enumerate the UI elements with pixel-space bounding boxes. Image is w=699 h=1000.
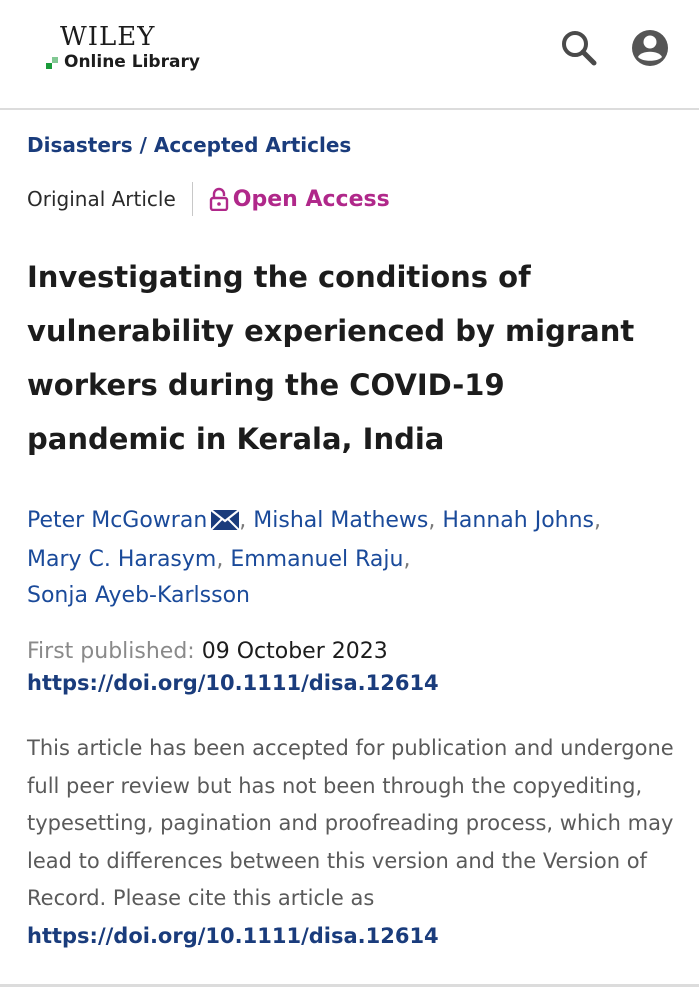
author-link[interactable]: Peter McGowran [27,508,208,533]
author-link[interactable]: Sonja Ayeb-Karlsson [27,583,250,608]
first-published-label: First published: [27,639,195,664]
search-icon [556,26,600,70]
breadcrumb-section[interactable]: Accepted Articles [153,133,352,157]
logo-mark-icon [46,57,60,71]
author-list: Peter McGowran , Mishal Mathews, Hannah Johns, Mary C. Harasym, Emmanuel Raju, Sonja Ayeb-Karlsson [27,508,602,608]
wiley-logo[interactable] [46,24,200,72]
author-link[interactable]: Hannah Johns [442,508,595,533]
account-icon [628,26,672,70]
account-button[interactable] [628,26,672,70]
accepted-article-notice [27,730,677,956]
doi-link[interactable]: https://doi.org/10.1111/disa.12614 [27,671,439,695]
first-published-date: 09 October 2023 [201,639,388,664]
article-title: Investigating the conditions of vulnerability experienced by migrant workers during the COVID-19 pandemic in Kerala, India [27,260,635,456]
breadcrumb-journal[interactable]: Disasters [27,133,133,157]
unlocked-padlock-icon [209,187,229,211]
divider [0,984,699,987]
author-link[interactable]: Emmanuel Raju [230,547,404,572]
open-access-label: Open Access [232,186,390,212]
logo-wordmark: WILEY [60,22,156,52]
envelope-icon [211,510,239,530]
publication-info [27,634,388,670]
notice-text: This article has been accepted for publication and undergone full peer review but has not been through the copyediting, typesetting, pagination and proofreading process, which may lead to differences between this version and the Version of Record. Please cite this article as [27,736,674,911]
search-button[interactable] [556,26,600,70]
site-header [0,0,699,110]
logo-subtitle: Online Library [64,52,200,72]
author-link[interactable]: Mishal Mathews [253,508,429,533]
corresponding-author-email-button[interactable] [211,506,239,542]
author-link[interactable]: Mary C. Harasym [27,547,217,572]
open-access-badge [209,187,390,212]
breadcrumb-separator: / [132,133,154,157]
article-meta-row [27,181,390,217]
divider [192,182,193,216]
breadcrumb [27,133,351,157]
article-type: Original Article [27,187,176,211]
notice-doi-link[interactable]: https://doi.org/10.1111/disa.12614 [27,923,439,948]
